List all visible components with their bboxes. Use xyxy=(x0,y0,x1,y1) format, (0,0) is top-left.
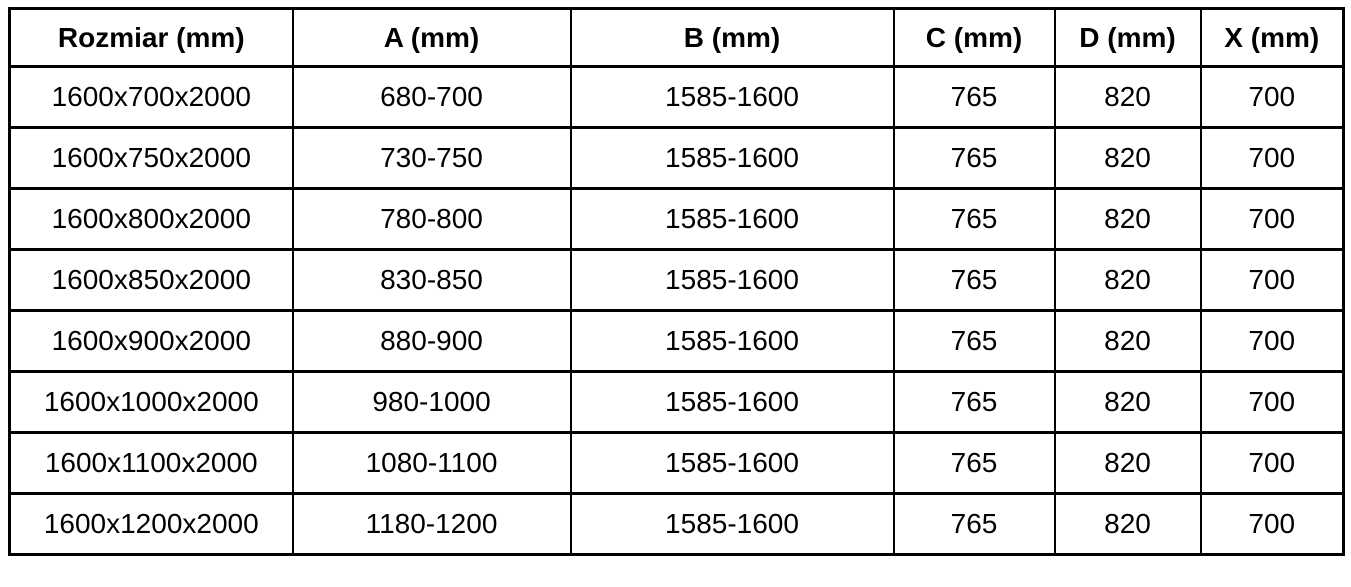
table-cell-d: 820 xyxy=(1055,128,1201,189)
table-cell-d: 820 xyxy=(1055,494,1201,555)
table-cell-c: 765 xyxy=(894,372,1055,433)
table-cell-x: 700 xyxy=(1201,128,1344,189)
table-cell-d: 820 xyxy=(1055,67,1201,128)
table-cell-rozmiar: 1600x1000x2000 xyxy=(10,372,293,433)
table-cell-d: 820 xyxy=(1055,250,1201,311)
table-cell-x: 700 xyxy=(1201,372,1344,433)
table-cell-a: 780-800 xyxy=(293,189,571,250)
table-cell-x: 700 xyxy=(1201,494,1344,555)
table-cell-a: 680-700 xyxy=(293,67,571,128)
column-header-x: X (mm) xyxy=(1201,9,1344,67)
table-cell-x: 700 xyxy=(1201,250,1344,311)
column-header-b: B (mm) xyxy=(571,9,894,67)
table-cell-a: 830-850 xyxy=(293,250,571,311)
table-row xyxy=(10,189,1344,250)
table-cell-b: 1585-1600 xyxy=(571,250,894,311)
table-cell-b: 1585-1600 xyxy=(571,372,894,433)
header-row xyxy=(10,9,1344,67)
table-cell-rozmiar: 1600x850x2000 xyxy=(10,250,293,311)
table-cell-d: 820 xyxy=(1055,311,1201,372)
table-cell-c: 765 xyxy=(894,250,1055,311)
table-cell-b: 1585-1600 xyxy=(571,189,894,250)
table-cell-rozmiar: 1600x900x2000 xyxy=(10,311,293,372)
table-cell-x: 700 xyxy=(1201,189,1344,250)
table-cell-b: 1585-1600 xyxy=(571,433,894,494)
table-cell-b: 1585-1600 xyxy=(571,494,894,555)
table-cell-a: 730-750 xyxy=(293,128,571,189)
column-header-rozmiar: Rozmiar (mm) xyxy=(10,9,293,67)
table-row xyxy=(10,67,1344,128)
table-cell-d: 820 xyxy=(1055,433,1201,494)
table-row xyxy=(10,494,1344,555)
column-header-c: C (mm) xyxy=(894,9,1055,67)
table-row xyxy=(10,372,1344,433)
table-cell-a: 1180-1200 xyxy=(293,494,571,555)
table-cell-c: 765 xyxy=(894,189,1055,250)
table-cell-x: 700 xyxy=(1201,433,1344,494)
size-specification-table xyxy=(8,7,1345,556)
table-cell-rozmiar: 1600x800x2000 xyxy=(10,189,293,250)
table-cell-c: 765 xyxy=(894,128,1055,189)
table-row xyxy=(10,128,1344,189)
column-header-a: A (mm) xyxy=(293,9,571,67)
table-cell-c: 765 xyxy=(894,433,1055,494)
table-cell-rozmiar: 1600x1200x2000 xyxy=(10,494,293,555)
table-cell-d: 820 xyxy=(1055,372,1201,433)
table-row xyxy=(10,311,1344,372)
table-cell-rozmiar: 1600x1100x2000 xyxy=(10,433,293,494)
table-cell-b: 1585-1600 xyxy=(571,67,894,128)
table-cell-c: 765 xyxy=(894,311,1055,372)
table-cell-b: 1585-1600 xyxy=(571,311,894,372)
table-cell-d: 820 xyxy=(1055,189,1201,250)
table-cell-rozmiar: 1600x700x2000 xyxy=(10,67,293,128)
table-cell-a: 880-900 xyxy=(293,311,571,372)
table-cell-x: 700 xyxy=(1201,67,1344,128)
column-header-d: D (mm) xyxy=(1055,9,1201,67)
table-cell-x: 700 xyxy=(1201,311,1344,372)
table-row xyxy=(10,433,1344,494)
table-cell-b: 1585-1600 xyxy=(571,128,894,189)
table-cell-c: 765 xyxy=(894,67,1055,128)
table-row xyxy=(10,250,1344,311)
table-cell-a: 980-1000 xyxy=(293,372,571,433)
table-cell-a: 1080-1100 xyxy=(293,433,571,494)
table-cell-rozmiar: 1600x750x2000 xyxy=(10,128,293,189)
table-cell-c: 765 xyxy=(894,494,1055,555)
